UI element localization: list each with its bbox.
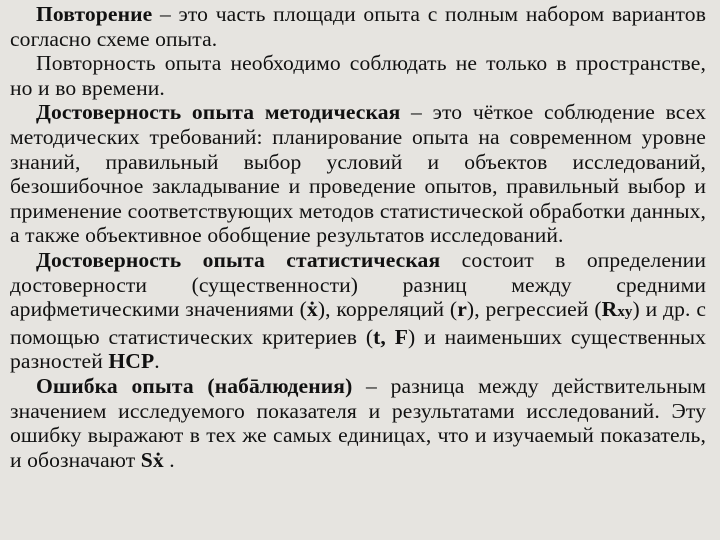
paragraph-text: ) и др. с помощью статистических критериев ( (10, 297, 707, 349)
symbol-correlation: r (457, 297, 467, 322)
paragraph-text: ) и наименьших существенных разностей (10, 324, 706, 374)
paragraph-text: – разница между действительным значением исследуемого показателя и результатами исследований. Эту ошибку выражают в тех же самых единицах, что и изучаемый показатель, и обозначают (10, 373, 706, 472)
paragraph-text: ), корреляций ( (317, 297, 458, 322)
paragraph-repetition (10, 2, 706, 51)
symbol-hsr: НСР (108, 349, 155, 374)
symbol-mean: ẋ (306, 297, 318, 322)
term-repetition: Повторение (36, 2, 153, 26)
paragraph-text: Повторность опыта необходимо соблюдать не только в пространстве, но и во времени. (10, 51, 706, 100)
paragraph-experiment-error (10, 374, 706, 472)
symbol-criteria: t, F (373, 324, 409, 349)
paragraph-text: ), регрессией ( (466, 297, 602, 322)
paragraph-text: состоит в определении достоверности (существенности) разниц между средними арифметическими значениями ( (10, 247, 706, 322)
paragraph-text: – это часть площади опыта с полным набором вариантов согласно схеме опыта. (10, 2, 706, 51)
symbol-regression: R (601, 297, 618, 322)
term-methodical-reliability: Достоверность опыта методическая (36, 100, 401, 125)
term-experiment-error: Ошибка опыта (набāлюдения) (36, 373, 353, 398)
paragraph-text: . (154, 349, 160, 374)
term-statistical-reliability: Достоверность опыта статистическая (36, 247, 441, 272)
symbol-error: Sẋ (140, 447, 164, 472)
paragraph-replication (10, 51, 706, 100)
paragraph-statistical-reliability (10, 248, 706, 374)
paragraph-methodical-reliability (10, 100, 706, 248)
paragraph-text: . (163, 447, 175, 472)
symbol-regression-subscript: xy (617, 304, 633, 321)
paragraph-text: – это чёткое соблюдение всех методических требований: планирование опыта на современном уровне знаний, правильный выбор условий и объектов исследований, безошибочное закладывание и проведение опытов, правильный выбор и применение соответствующих методов статистической обработки данных, а также объективное обобщение результатов исследований. (10, 100, 706, 248)
